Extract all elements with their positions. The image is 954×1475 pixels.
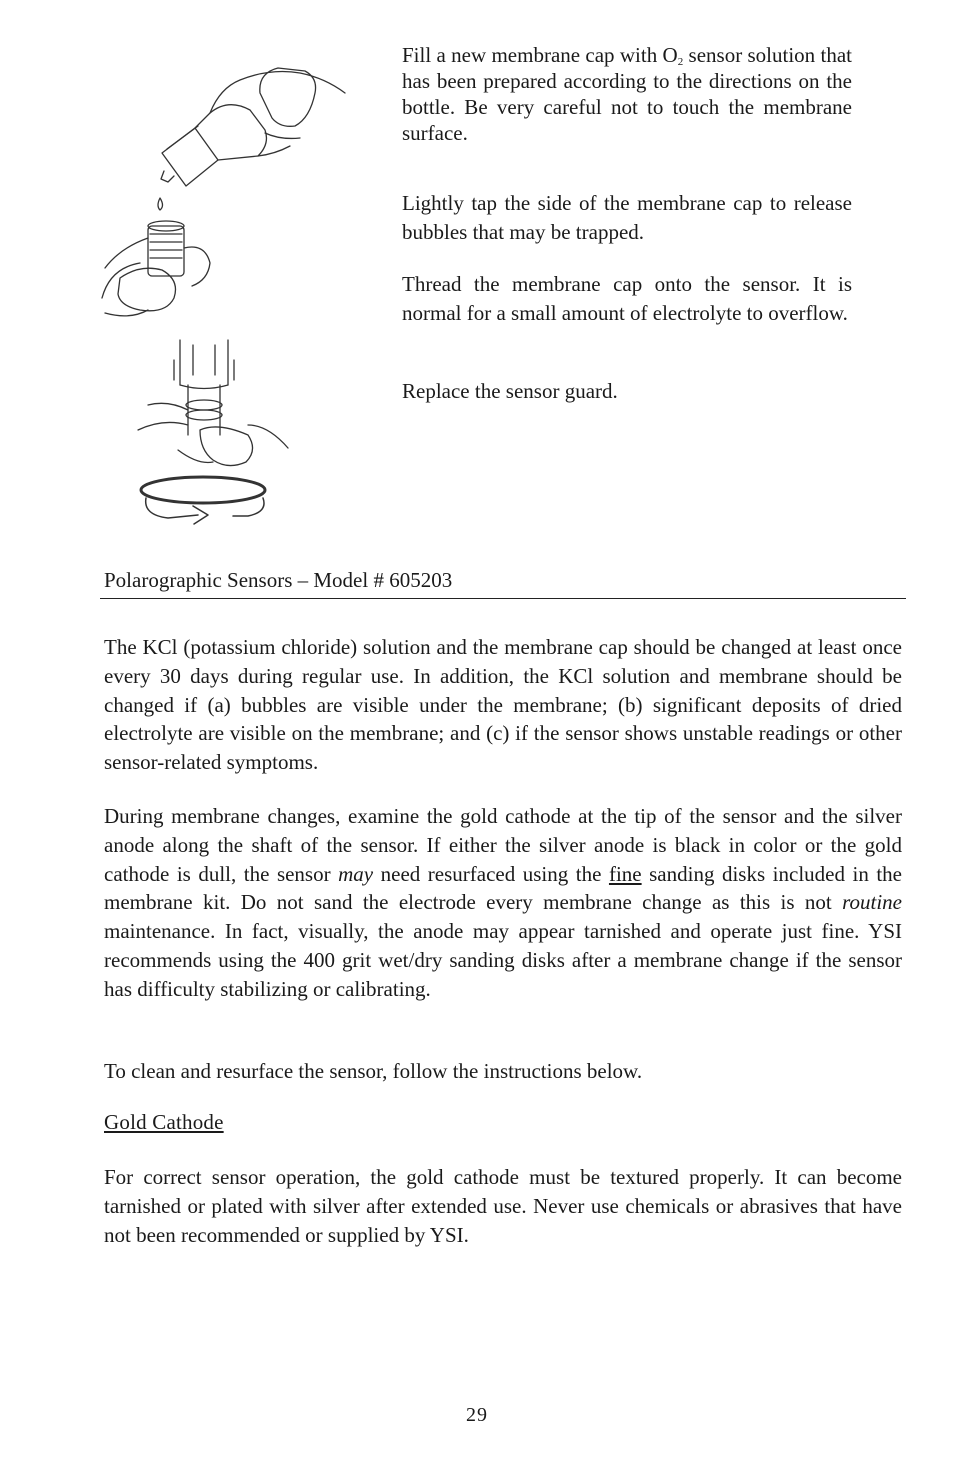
kcl-change-paragraph: The KCl (potassium chloride) solution and the membrane cap should be changed at least once every 30 days during regular use. In addition, the KCl solution and membrane should be changed if (a) bubbles are visible under the membrane; (b) significant deposits of dried electrolyte are visible on the membrane; and (c) if the sensor shows unstable readings or other sensor-related symptoms. xyxy=(104,635,902,775)
rotation-ring xyxy=(141,477,265,503)
sensor-body-outline xyxy=(180,340,228,385)
bottle-cap-outline xyxy=(162,128,218,186)
page-number: 29 xyxy=(466,1404,488,1426)
emphasis-may: may xyxy=(338,861,374,886)
fill-membrane-cap-illustration xyxy=(100,58,355,320)
step-fill-membrane-cap xyxy=(402,42,852,146)
step-thread-membrane-cap: Thread the membrane cap onto the sensor. It is normal for a small amount of electrolyte to overflow. xyxy=(402,272,852,325)
step-tap-membrane-cap: Lightly tap the side of the membrane cap to release bubbles that may be trapped. xyxy=(402,191,852,244)
step-1-text-b: sensor solution that has been prepared according to the directions on the bottle. Be very careful not to touch the membrane surface. xyxy=(402,43,852,145)
underline-fine: fine xyxy=(608,861,642,886)
emphasis-routine: routine xyxy=(842,890,902,915)
membrane-change-paragraph xyxy=(104,802,902,1004)
thread-membrane-cap-illustration xyxy=(108,330,303,535)
para-2-text-a: During membrane changes, examine the gold cathode at the tip of the sensor and the silver anode along the shaft of the sensor. If either the silver anode is black in color or the gold cathode is dull, the sensor xyxy=(104,804,902,886)
step-1-text-a: Fill a new membrane cap with O xyxy=(402,43,678,67)
para-2-text-b: need resurfaced using the xyxy=(373,861,609,886)
para-2-text-c: sanding disks included in the membrane kit. Do not sand the electrode every membrane change as this is not xyxy=(104,861,902,915)
step-replace-sensor-guard: Replace the sensor guard. xyxy=(402,379,618,403)
gold-cathode-paragraph: For correct sensor operation, the gold cathode must be textured properly. It can become tarnished or plated with silver after extended use. Never use chemicals or abrasives that have not been recommended or supplied by YSI. xyxy=(104,1165,902,1247)
gold-cathode-heading: Gold Cathode xyxy=(104,1110,224,1134)
oxygen-subscript: 2 xyxy=(677,56,684,68)
resurface-intro-paragraph: To clean and resurface the sensor, follow the instructions below. xyxy=(104,1059,643,1083)
section-heading: Polarographic Sensors – Model # 605203 xyxy=(104,568,453,592)
section-divider xyxy=(100,598,906,599)
para-2-text-d: maintenance. In fact, visually, the anode may appear tarnished and operate just fine. YSI recommends using the 400 grit wet/dry sanding disks after a membrane change if the sensor has difficulty stabilizing or calibrating. xyxy=(104,919,902,1001)
